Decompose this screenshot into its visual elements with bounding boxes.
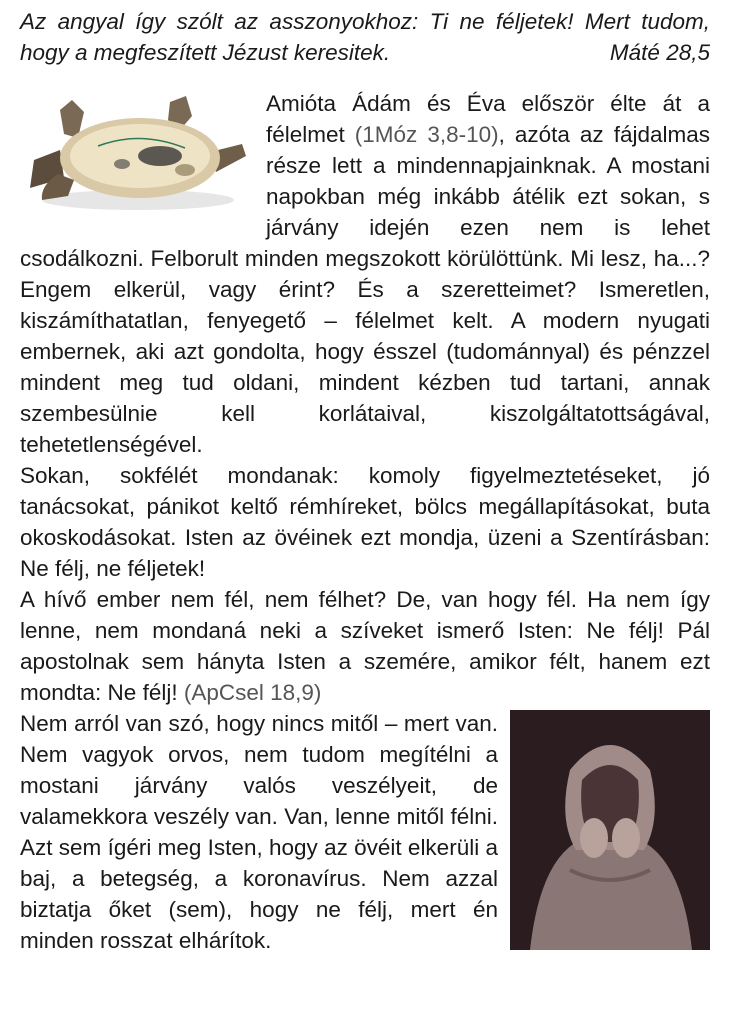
paragraph-1 bbox=[20, 88, 710, 460]
motto-reference: Máté 28,5 bbox=[609, 40, 710, 65]
paragraph-3-text: A hívő ember nem fél, nem félhet? De, van hogy fél. Ha nem így lenne, nem mondaná neki a szíveket ismerő Isten: Ne félj! Pál apostolnak sem hányta Isten a szemére, amikor félt, hanem ezt mondta: Ne félj! bbox=[20, 587, 710, 705]
motto bbox=[20, 6, 710, 68]
upside-down-turtle-image bbox=[20, 90, 256, 215]
paragraph-2: Sokan, sokfélét mondanak: komoly figyelmeztetéseket, jó tanácsokat, pánikot keltő rémhíreket, bölcs megállapításokat, buta okoskodásokat. Isten az övéinek ezt mondja, üzeni a Szentírásban: Ne félj, ne féljetek! bbox=[20, 463, 710, 581]
paragraph-4-text: Nem arról van szó, hogy nincs mitől – mert van. Nem vagyok orvos, nem tudom megítélni a mostani járvány valós veszélyeit, de valamekkora veszély van. Van, lenne mitől félni. Azt sem ígéri meg Isten, hogy az övéit elkerüli a baj, a betegség, a koronavírus. Nem azzal biztatja őket (sem), hogy ne félj, mert én minden rosszat elhárítok. bbox=[20, 711, 498, 953]
citation-genesis: (1Móz 3,8-10) bbox=[354, 122, 499, 147]
citation-acts: (ApCsel 18,9) bbox=[183, 680, 322, 705]
paragraph-1-text-b: , azóta az fájdalmas része lett a mindennapjainknak. A mostani napokban még inkább átélik ezt sokan, s járvány idején ezen nem is lehet csodálkozni. Felborult minden megszokott körülöttünk. Mi lesz, ha...? Engem elkerül, vagy érint? És a szeretteimet? Ismeretlen, kiszámíthatatlan, fenyegető – félelmet kelt. A modern nyugati embernek, aki azt gondolta, hogy ésszel (tudománnyal) és pénzzel mindent meg tud oldani, mindent kézben tud tartani, annak szembesülnie kell korlátaival, kiszolgáltatottságával, tehetetlenségével. bbox=[20, 122, 710, 457]
paragraph-3 bbox=[20, 584, 710, 708]
hooded-person-image bbox=[510, 710, 710, 950]
motto-text: Az angyal így szólt az asszonyokhoz: Ti ne féljetek! Mert tudom, hogy a megfeszített Jézust keresitek. bbox=[20, 9, 710, 65]
paragraph-4 bbox=[20, 708, 710, 956]
article-body bbox=[20, 88, 710, 956]
paragraph-1-text-a: Amióta Ádám és Éva először élte át a félelmet bbox=[266, 91, 710, 147]
